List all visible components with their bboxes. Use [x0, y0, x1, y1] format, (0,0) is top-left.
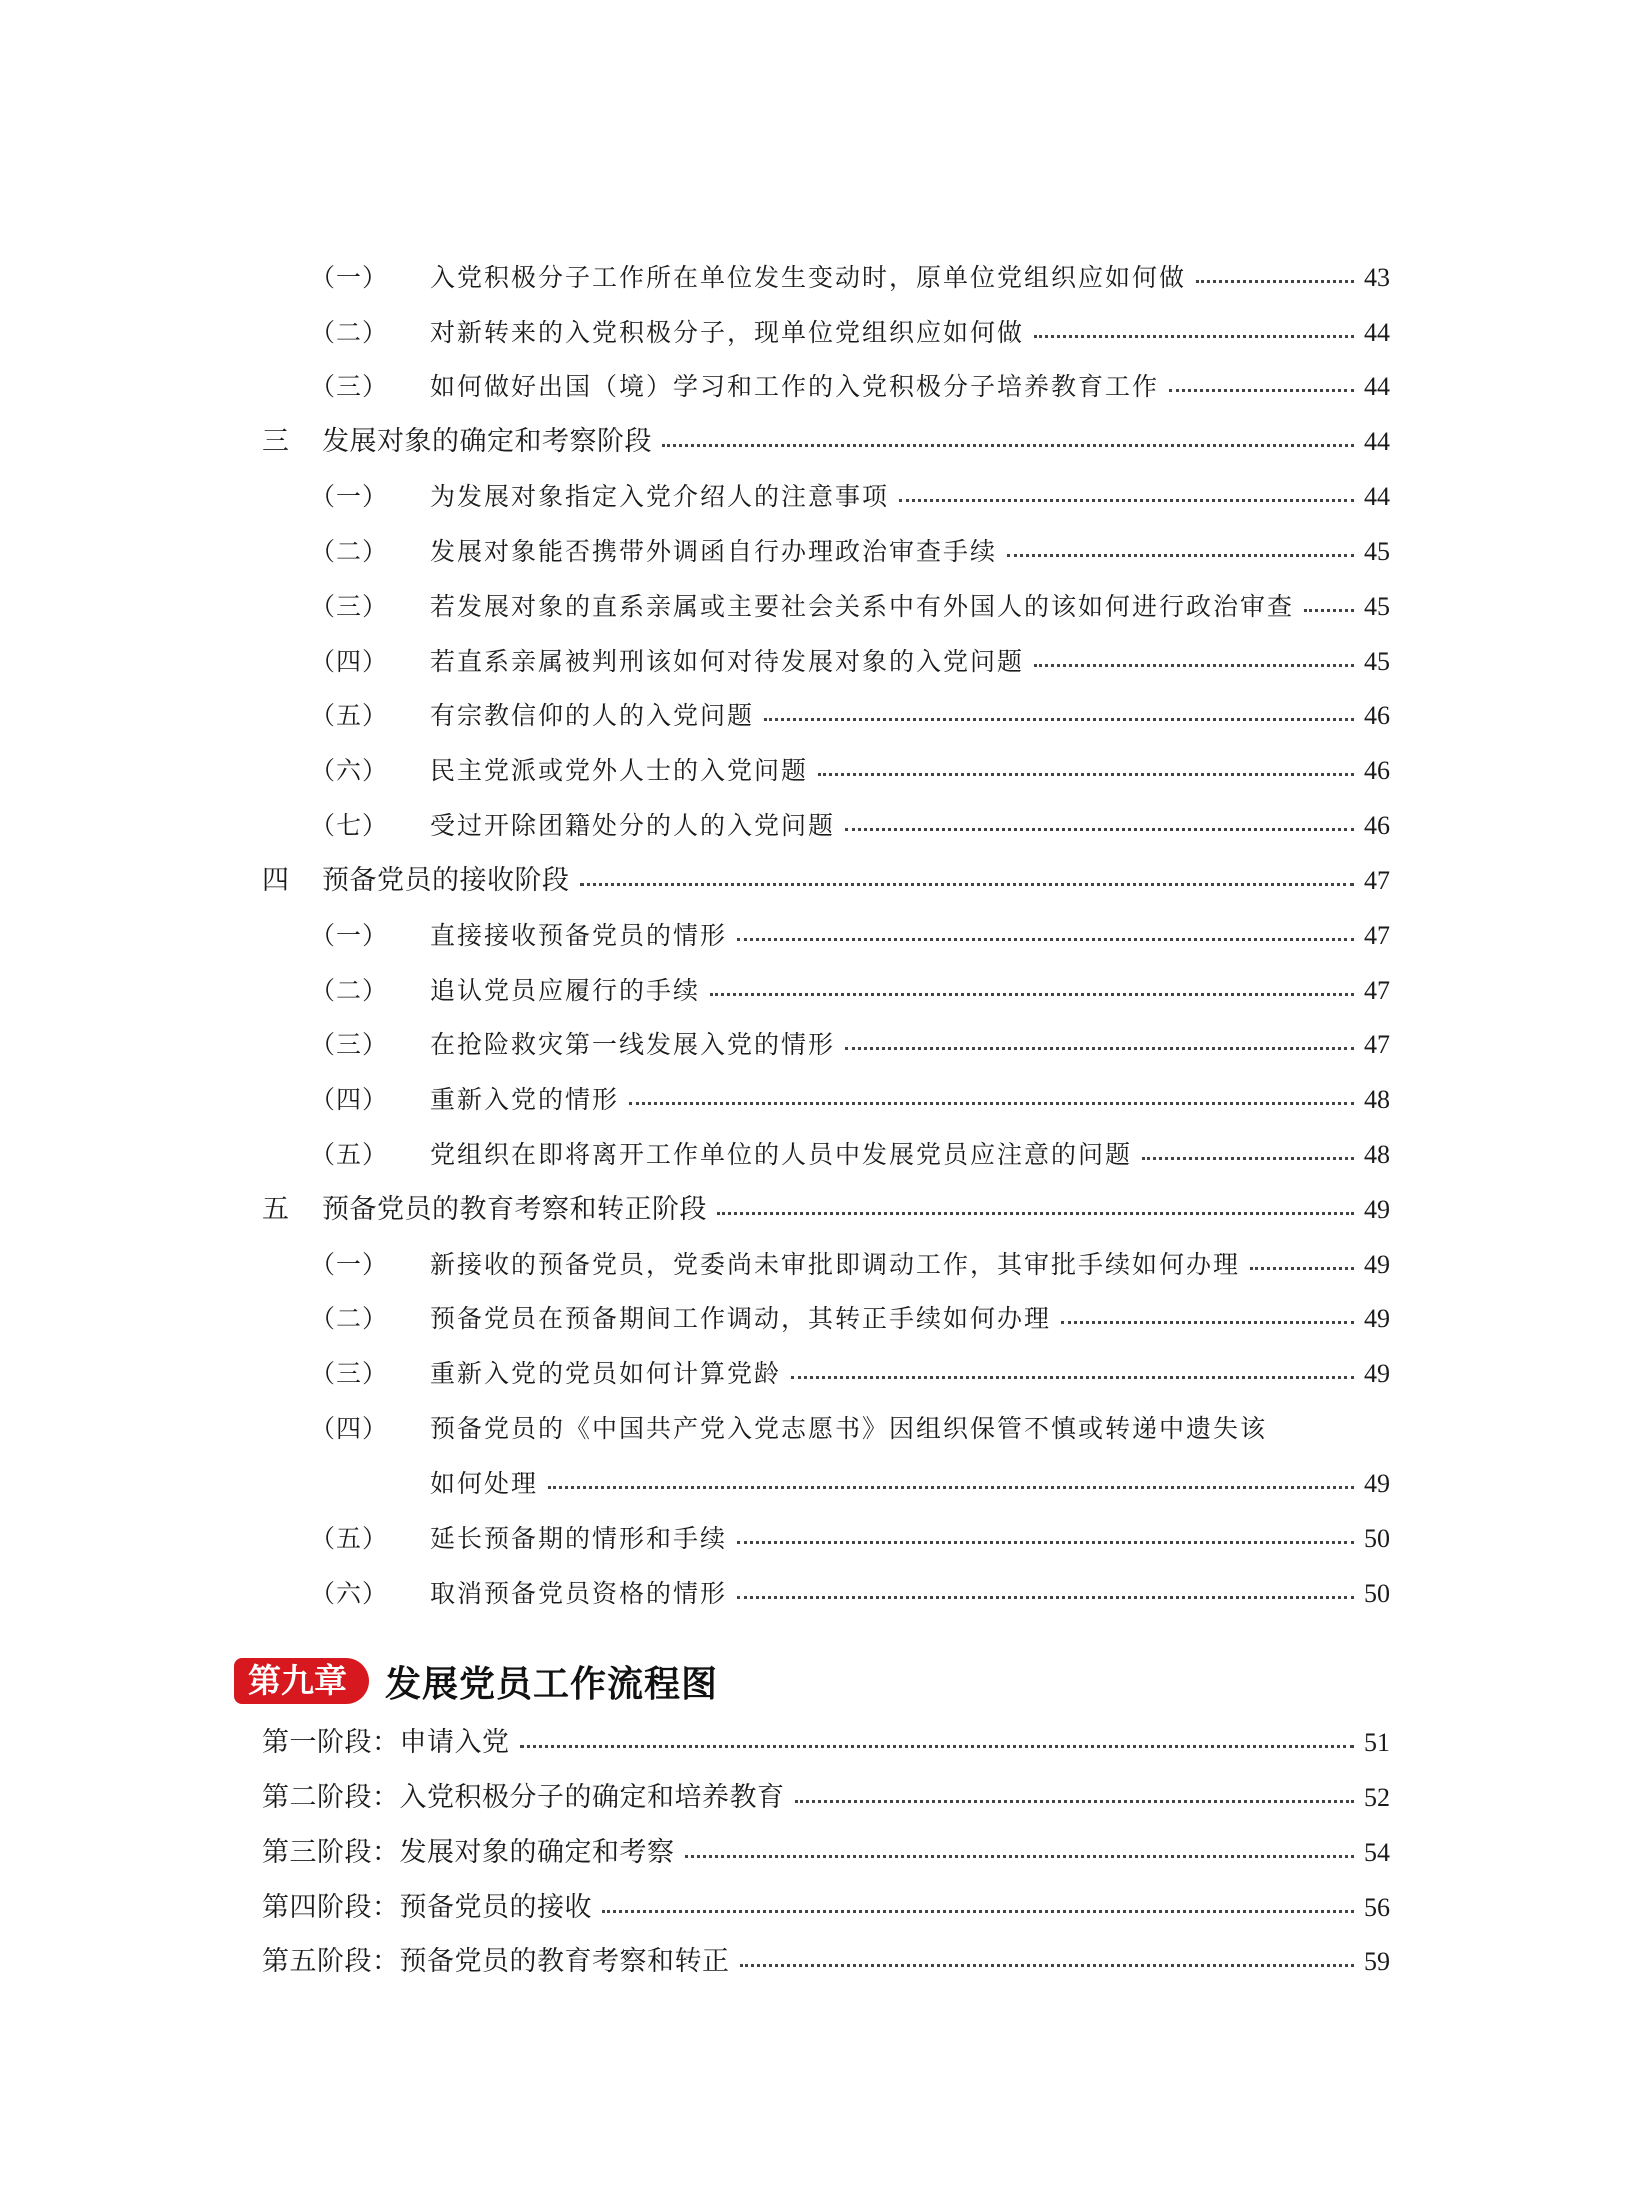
toc-entry[interactable]: [310, 1073, 1390, 1127]
entry-title: 预备党员在预备期间工作调动，其转正手续如何办理: [430, 1304, 1052, 1333]
dot-leader: [1142, 1157, 1354, 1160]
entry-page-number: 50: [1364, 1524, 1390, 1553]
entry-page-number: 46: [1364, 756, 1390, 785]
toc-entry[interactable]: [310, 689, 1390, 743]
dot-leader: [899, 499, 1354, 502]
section-number: 四: [262, 865, 289, 896]
entry-number: （二）: [310, 318, 389, 347]
dot-leader: [1034, 664, 1354, 667]
chapter-heading[interactable]: [234, 1653, 718, 1709]
dot-leader: [548, 1486, 1354, 1489]
entry-page-number: 47: [1364, 866, 1390, 895]
stage-title: 第三阶段：发展对象的确定和考察: [262, 1837, 675, 1868]
toc-entry[interactable]: [310, 470, 1390, 524]
dot-leader: [685, 1855, 1355, 1858]
entry-title: 若直系亲属被判刑该如何对待发展对象的入党问题: [430, 647, 1025, 676]
toc-stage-entry[interactable]: [262, 1881, 1390, 1935]
chapter-number-badge: 第九章: [234, 1658, 369, 1704]
toc-entry[interactable]: [310, 1402, 1390, 1456]
dot-leader: [764, 718, 1354, 721]
chapter-title: 发展党员工作流程图: [385, 1663, 719, 1705]
entry-title: 如何处理: [430, 1469, 539, 1498]
toc-entry-continuation[interactable]: [430, 1457, 1390, 1511]
stage-title: 第二阶段：入党积极分子的确定和培养教育: [262, 1782, 785, 1813]
dot-leader: [845, 828, 1354, 831]
entry-page-number: 51: [1364, 1728, 1390, 1757]
entry-page-number: 49: [1364, 1250, 1390, 1279]
toc-entry[interactable]: [310, 525, 1390, 579]
entry-title: 取消预备党员资格的情形: [430, 1579, 728, 1608]
entry-title: 直接接收预备党员的情形: [430, 921, 728, 950]
dot-leader: [710, 993, 1354, 996]
dot-leader: [845, 1047, 1354, 1050]
toc-entry[interactable]: [310, 360, 1390, 414]
dot-leader: [1304, 609, 1354, 612]
section-title: 预备党员的教育考察和转正阶段: [322, 1194, 707, 1225]
entry-page-number: 56: [1364, 1893, 1390, 1922]
entry-title: 预备党员的《中国共产党入党志愿书》因组织保管不慎或转递中遗失该: [430, 1414, 1268, 1443]
entry-number: （一）: [310, 263, 389, 292]
entry-title: 党组织在即将离开工作单位的人员中发展党员应注意的问题: [430, 1140, 1133, 1169]
entry-title: 民主党派或党外人士的入党问题: [430, 756, 809, 785]
dot-leader: [737, 938, 1354, 941]
dot-leader: [1007, 554, 1354, 557]
entry-title: 重新入党的情形: [430, 1085, 620, 1114]
entry-title: 受过开除团籍处分的人的入党问题: [430, 811, 836, 840]
toc-entry[interactable]: [310, 964, 1390, 1018]
dot-leader: [717, 1212, 1354, 1215]
toc-entry[interactable]: [310, 1292, 1390, 1346]
entry-page-number: 49: [1364, 1304, 1390, 1333]
entry-title: 在抢险救灾第一线发展入党的情形: [430, 1030, 836, 1059]
entry-title: 为发展对象指定入党介绍人的注意事项: [430, 482, 890, 511]
section-number: 三: [262, 426, 289, 457]
entry-number: （三）: [310, 1359, 389, 1388]
toc-entry[interactable]: [310, 251, 1390, 305]
entry-title: 延长预备期的情形和手续: [430, 1524, 728, 1553]
dot-leader: [602, 1910, 1354, 1913]
dot-leader: [1061, 1321, 1354, 1324]
toc-entry[interactable]: [310, 1567, 1390, 1621]
toc-section-entry[interactable]: [262, 415, 1390, 469]
entry-page-number: 52: [1364, 1783, 1390, 1812]
entry-title: 若发展对象的直系亲属或主要社会关系中有外国人的该如何进行政治审查: [430, 592, 1295, 621]
entry-page-number: 46: [1364, 701, 1390, 730]
entry-page-number: 49: [1364, 1195, 1390, 1224]
entry-page-number: 44: [1364, 427, 1390, 456]
entry-number: （六）: [310, 1579, 389, 1608]
dot-leader: [1250, 1267, 1354, 1270]
entry-number: （一）: [310, 482, 389, 511]
entry-title: 入党积极分子工作所在单位发生变动时，原单位党组织应如何做: [430, 263, 1187, 292]
stage-title: 第五阶段：预备党员的教育考察和转正: [262, 1946, 730, 1977]
stage-title: 第一阶段：申请入党: [262, 1727, 510, 1758]
entry-number: （二）: [310, 976, 389, 1005]
dot-leader: [1196, 280, 1354, 283]
entry-page-number: 43: [1364, 263, 1390, 292]
entry-title: 发展对象能否携带外调函自行办理政治审查手续: [430, 537, 998, 566]
entry-title: 有宗教信仰的人的入党问题: [430, 701, 755, 730]
dot-leader: [1169, 389, 1354, 392]
toc-entry[interactable]: [310, 744, 1390, 798]
entry-number: （三）: [310, 592, 389, 621]
entry-number: （三）: [310, 1030, 389, 1059]
entry-number: （二）: [310, 1304, 389, 1333]
toc-entry[interactable]: [310, 909, 1390, 963]
entry-page-number: 54: [1364, 1838, 1390, 1867]
toc-entry[interactable]: [310, 580, 1390, 634]
entry-number: （五）: [310, 1524, 389, 1553]
entry-page-number: 44: [1364, 372, 1390, 401]
entry-number: （三）: [310, 372, 389, 401]
toc-stage-entry[interactable]: [262, 1935, 1390, 1989]
toc-entry[interactable]: [310, 1128, 1390, 1182]
entry-title: 对新转来的入党积极分子，现单位党组织应如何做: [430, 318, 1025, 347]
dot-leader: [737, 1541, 1354, 1544]
toc-entry[interactable]: [310, 1347, 1390, 1401]
entry-page-number: 47: [1364, 921, 1390, 950]
toc-entry[interactable]: [310, 799, 1390, 853]
section-title: 发展对象的确定和考察阶段: [322, 426, 652, 457]
dot-leader: [580, 883, 1355, 886]
entry-number: （五）: [310, 701, 389, 730]
dot-leader: [1034, 335, 1354, 338]
entry-page-number: 46: [1364, 811, 1390, 840]
entry-number: （四）: [310, 647, 389, 676]
entry-page-number: 45: [1364, 592, 1390, 621]
dot-leader: [791, 1376, 1354, 1379]
dot-leader: [740, 1964, 1355, 1967]
entry-page-number: 49: [1364, 1359, 1390, 1388]
dot-leader: [662, 444, 1354, 447]
entry-title: 重新入党的党员如何计算党龄: [430, 1359, 782, 1388]
dot-leader: [520, 1745, 1355, 1748]
stage-title: 第四阶段：预备党员的接收: [262, 1892, 592, 1923]
entry-page-number: 45: [1364, 647, 1390, 676]
entry-number: （五）: [310, 1140, 389, 1169]
entry-title: 新接收的预备党员，党委尚未审批即调动工作，其审批手续如何办理: [430, 1250, 1241, 1279]
toc-entry[interactable]: [310, 1018, 1390, 1072]
section-title: 预备党员的接收阶段: [322, 865, 570, 896]
toc-entry[interactable]: [310, 306, 1390, 360]
entry-page-number: 44: [1364, 318, 1390, 347]
dot-leader: [629, 1102, 1354, 1105]
entry-page-number: 50: [1364, 1579, 1390, 1608]
entry-title: 追认党员应履行的手续: [430, 976, 701, 1005]
entry-page-number: 59: [1364, 1947, 1390, 1976]
section-number: 五: [262, 1194, 289, 1225]
toc-entry[interactable]: [310, 1238, 1390, 1292]
entry-number: （七）: [310, 811, 389, 840]
entry-title: 如何做好出国（境）学习和工作的入党积极分子培养教育工作: [430, 372, 1160, 401]
toc-stage-entry[interactable]: [262, 1771, 1390, 1825]
entry-number: （六）: [310, 756, 389, 785]
entry-number: （一）: [310, 921, 389, 950]
entry-number: （一）: [310, 1250, 389, 1279]
entry-page-number: 47: [1364, 976, 1390, 1005]
entry-number: （二）: [310, 537, 389, 566]
toc-stage-entry[interactable]: [262, 1826, 1390, 1880]
entry-page-number: 45: [1364, 537, 1390, 566]
toc-entry[interactable]: [310, 635, 1390, 689]
dot-leader: [795, 1800, 1355, 1803]
entry-number: （四）: [310, 1414, 389, 1443]
entry-page-number: 49: [1364, 1469, 1390, 1498]
dot-leader: [737, 1596, 1354, 1599]
entry-page-number: 48: [1364, 1085, 1390, 1114]
toc-section-entry[interactable]: [262, 1183, 1390, 1237]
toc-section-entry[interactable]: [262, 854, 1390, 908]
dot-leader: [818, 773, 1354, 776]
entry-page-number: 48: [1364, 1140, 1390, 1169]
toc-entry[interactable]: [310, 1512, 1390, 1566]
toc-stage-entry[interactable]: [262, 1716, 1390, 1770]
entry-page-number: 47: [1364, 1030, 1390, 1059]
entry-page-number: 44: [1364, 482, 1390, 511]
entry-number: （四）: [310, 1085, 389, 1114]
